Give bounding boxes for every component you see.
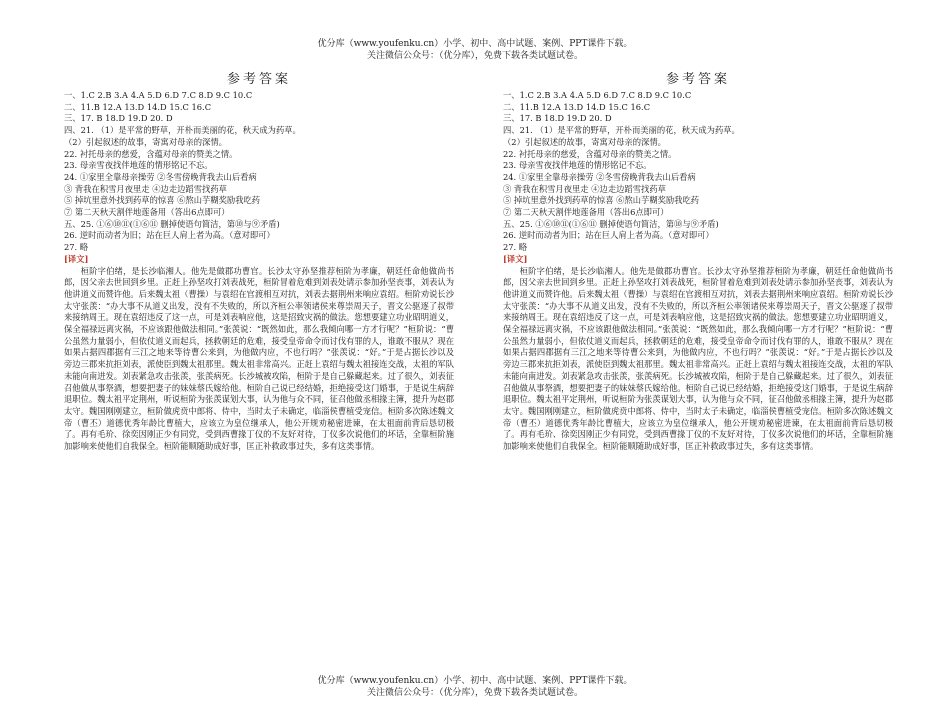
answer-line: 一、1.C 2.B 3.A 4.A 5.D 6.D 7.C 8.D 9.C 10.C <box>64 90 253 100</box>
footer-banner-line-2: 关注微信公众号：（优分库），免费下载各类试题试卷。 <box>366 688 583 698</box>
header-banner <box>0 38 950 62</box>
answer-line: 四、21. （1）是平常的野草，开朴而美丽的花，秋天成为药草。 <box>503 125 740 136</box>
answer-line: 23. 母亲雪夜找伴地莲的情形铭记不忘。 <box>64 160 213 171</box>
answer-line: 一、1.C 2.B 3.A 4.A 5.D 6.D 7.C 8.D 9.C 10.C <box>503 90 692 100</box>
answer-lines <box>503 90 893 254</box>
answer-lines <box>64 90 454 254</box>
answer-line: 26. 逆时而动者为旧；站在巨人肩上者为高。（意对即可） <box>64 230 275 241</box>
footer-banner <box>0 675 950 699</box>
answer-line: 27. 略 <box>503 242 528 253</box>
translation-heading: [译文] <box>503 253 528 264</box>
translation-heading: [译文] <box>64 253 89 264</box>
answer-line: 四、21. （1）是平常的野草，开朴而美丽的花，秋天成为药草。 <box>64 125 301 136</box>
answer-line: ⑤ 掉坑里意外找到药草的惊喜 ⑥熬山芋糊奖励我吃药 <box>64 195 261 206</box>
translation-paragraph: 桓阶字伯绪，是长沙临湘人。他先是做郡功曹官。长沙太守孙坚推荐桓阶为孝廉，朝廷任命他做尚书郎，因父亲去世回到乡里。正赶上孙坚攻打刘表战死，桓阶冒着危难到刘表处请示参加孙坚丧事，刘表认为他讲道义而赞许他。后来魏太祖（曹操）与袁绍在官渡相互对抗，刘表去据荆州来响应袁绍。桓阶劝说长沙太守张羡：“办大事不从道义出发，没有不失败的，所以齐桓公率领诸侯来尊崇周天子，晋文公驱逐了叔带来接纳周王。现在袁绍违反了这一点，可是刘表响应他，这是招致灾祸的做法。您想要建立功业昭明道义，保全福禄远离灾祸，不应该跟他做法相同。”张羡说：“既然如此，那么我倾向哪一方才行呢？”桓阶说：“曹公虽然力量弱小，但依仗道义而起兵，拯救朝廷的危难，接受皇帝命令而讨伐有罪的人，谁敢不服从？现在如果占据四郡据有三江之地来等待曹公来到，为他做内应，不也行吗？”张羡说：“好。”于是占据长沙以及旁边三郡来抗拒刘表，派使臣到魏太祖那里。魏太祖非常高兴。正赶上袁绍与魏太祖接连交战，太祖的军队未能向南进发。刘表紧急攻击张羡，张羡病死。长沙城被攻陷，桓阶于是自己躲藏起来。过了很久，刘表征召他做从事祭酒，想要把妻子的妹妹蔡氏嫁给他。桓阶自己说已经结婚，拒绝接受这门婚事，于是说生病辞退职位。魏太祖平定荆州，听说桓阶为张羡谋划大事，认为他与众不同，征召他做丞相掾主簿，提升为赵郡太守。魏国刚刚建立，桓阶做虎贲中郎将、侍中，当时太子未确定，临淄侯曹植受宠信。桓阶多次陈述魏文帝（曹丕）道德优秀年龄比曹植大，应该立为皇位继承人，他公开规劝秘密进谏，在太祖面前背后恳切极了。再有毛玠、徐奕因刚正少有同党，受到西曹掾丁仪的不友好对待，丁仪多次说他们的坏话，全靠桓阶施加影响来使他们自我保全。桓阶能顺随助成好事，匡正补救政事过失，多有这类事情。 <box>503 265 893 452</box>
answer-line: 26. 逆时而动者为旧；站在巨人肩上者为高。（意对即可） <box>503 230 714 241</box>
answer-line: 三、17. B 18.D 19.D 20. D <box>64 113 173 124</box>
answer-line: 22. 衬托母亲的慈爱，含蕴对母亲的赞美之情。 <box>503 148 677 159</box>
footer-banner-line-1: 优分库（www.youfenku.cn）小学、初中、高中试题、案例、PPT课件下载。 <box>317 676 633 686</box>
answer-line: 24. ①家里全靠母亲操劳 ②冬雪傍晚背我去山后看病 <box>503 171 696 182</box>
answer-line: 22. 衬托母亲的慈爱，含蕴对母亲的赞美之情。 <box>64 148 238 159</box>
answer-line: ⑤ 掉坑里意外找到药草的惊喜 ⑥熬山芋糊奖励我吃药 <box>503 195 700 206</box>
translation-paragraph: 桓阶字伯绪，是长沙临湘人。他先是做郡功曹官。长沙太守孙坚推荐桓阶为孝廉，朝廷任命他做尚书郎，因父亲去世回到乡里。正赶上孙坚攻打刘表战死，桓阶冒着危难到刘表处请示参加孙坚丧事，刘表认为他讲道义而赞许他。后来魏太祖（曹操）与袁绍在官渡相互对抗，刘表去据荆州来响应袁绍。桓阶劝说长沙太守张羡：“办大事不从道义出发，没有不失败的，所以齐桓公率领诸侯来尊崇周天子，晋文公驱逐了叔带来接纳周王。现在袁绍违反了这一点，可是刘表响应他，这是招致灾祸的做法。您想要建立功业昭明道义，保全福禄远离灾祸，不应该跟他做法相同。”张羡说：“既然如此，那么我倾向哪一方才行呢？”桓阶说：“曹公虽然力量弱小，但依仗道义而起兵，拯救朝廷的危难，接受皇帝命令而讨伐有罪的人，谁敢不服从？现在如果占据四郡据有三江之地来等待曹公来到，为他做内应，不也行吗？”张羡说：“好。”于是占据长沙以及旁边三郡来抗拒刘表，派使臣到魏太祖那里。魏太祖非常高兴。正赶上袁绍与魏太祖接连交战，太祖的军队未能向南进发。刘表紧急攻击张羡，张羡病死。长沙城被攻陷，桓阶于是自己躲藏起来。过了很久，刘表征召他做从事祭酒，想要把妻子的妹妹蔡氏嫁给他。桓阶自己说已经结婚，拒绝接受这门婚事，于是说生病辞退职位。魏太祖平定荆州，听说桓阶为张羡谋划大事，认为他与众不同，征召他做丞相掾主簿，提升为赵郡太守。魏国刚刚建立，桓阶做虎贲中郎将、侍中，当时太子未确定，临淄侯曹植受宠信。桓阶多次陈述魏文帝（曹丕）道德优秀年龄比曹植大，应该立为皇位继承人，他公开规劝秘密进谏，在太祖面前背后恳切极了。再有毛玠、徐奕因刚正少有同党，受到西曹掾丁仪的不友好对待，丁仪多次说他们的坏话，全靠桓阶施加影响来使他们自我保全。桓阶能顺随助成好事，匡正补救政事过失，多有这类事情。 <box>64 265 454 452</box>
header-banner-line-1: 优分库（www.youfenku.cn）小学、初中、高中试题、案例、PPT课件下载。 <box>317 39 633 49</box>
answer-title: 参考答案 <box>226 72 291 87</box>
answer-line: 五、25. ①⑥⑩⑪(①⑥⑪ 删掉使语句简洁，第⑩与⑨矛盾) <box>64 218 280 229</box>
answer-title: 参考答案 <box>665 72 730 87</box>
answer-line: 23. 母亲雪夜找伴地莲的情形铭记不忘。 <box>503 160 652 171</box>
answer-column-right <box>503 72 893 453</box>
answer-line: 27. 略 <box>64 242 89 253</box>
answer-line: ⑦ 第二天秋天割伴地莲备用（答出6点即可） <box>503 207 669 218</box>
header-banner-line-2: 关注微信公众号：（优分库），免费下载各类试题试卷。 <box>366 51 583 61</box>
answer-line: ③ 背我在积雪月夜里走 ④边走边蹈雪找药草 <box>64 183 227 194</box>
answer-line: 二、11.B 12.A 13.D 14.D 15.C 16.C <box>503 101 651 112</box>
answer-line: ③ 背我在积雪月夜里走 ④边走边蹈雪找药草 <box>503 183 666 194</box>
answer-line: （2）引起叙述的故事，寄寓对母亲的深情。 <box>64 136 227 147</box>
answer-line: 二、11.B 12.A 13.D 14.D 15.C 16.C <box>64 101 212 112</box>
answer-column-left <box>64 72 454 453</box>
answer-line: （2）引起叙述的故事，寄寓对母亲的深情。 <box>503 136 666 147</box>
answer-line: 三、17. B 18.D 19.D 20. D <box>503 113 612 124</box>
answer-line: 五、25. ①⑥⑩⑪(①⑥⑪ 删掉使语句简洁，第⑩与⑨矛盾) <box>503 218 719 229</box>
answer-line: ⑦ 第二天秋天割伴地莲备用（答出6点即可） <box>64 207 230 218</box>
answer-line: 24. ①家里全靠母亲操劳 ②冬雪傍晚背我去山后看病 <box>64 171 257 182</box>
